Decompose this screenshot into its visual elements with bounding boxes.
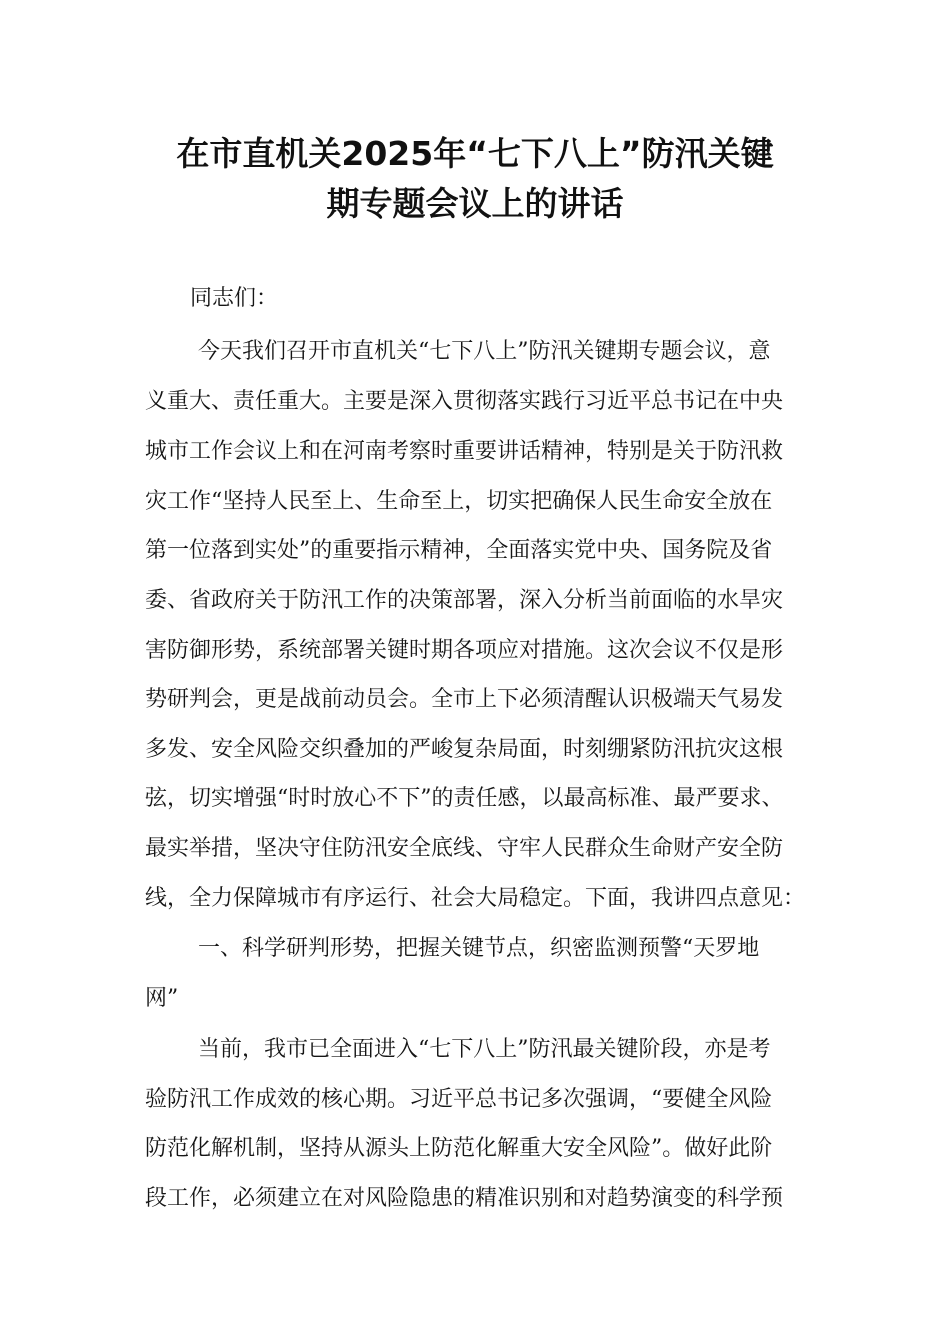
body-line: 线，全力保障城市有序运行、社会大局稳定。下面，我讲四点意见： [145, 886, 806, 911]
salutation: 同志们： [190, 286, 279, 311]
body-line: 多发、安全风险交织叠加的严峻复杂局面，时刻绷紧防汛抗灾这根 [145, 737, 784, 762]
body-line: 势研判会，更是战前动员会。全市上下必须清醒认识极端天气易发 [145, 687, 784, 712]
document-title-line-1: 在市直机关2025年“七下八上”防汛关键 [176, 134, 774, 173]
body-line: 第一位落到实处”的重要指示精神，全面落实党中央、国务院及省 [145, 538, 773, 563]
body-line: 段工作，必须建立在对风险隐患的精准识别和对趋势演变的科学预 [145, 1186, 784, 1211]
body-line: 义重大、责任重大。主要是深入贯彻落实践行习近平总书记在中央 [145, 389, 784, 414]
body-line: 害防御形势，系统部署关键时期各项应对措施。这次会议不仅是形 [145, 638, 784, 663]
body-line: 今天我们召开市直机关“七下八上”防汛关键期专题会议，意 [198, 339, 771, 364]
body-line: 防范化解机制，坚持从源头上防范化解重大安全风险”。做好此阶 [145, 1136, 773, 1161]
body-line: 最实举措，坚决守住防汛安全底线、守牢人民群众生命财产安全防 [145, 836, 784, 861]
body-line: 弦，切实增强“时时放心不下”的责任感，以最高标准、最严要求、 [145, 786, 784, 811]
section-heading-line: 一、科学研判形势，把握关键节点，织密监测预警“天罗地 [198, 936, 760, 961]
section-heading-line: 网” [145, 986, 179, 1011]
body-line: 灾工作“坚持人民至上、生命至上，切实把确保人民生命安全放在 [145, 489, 773, 514]
body-line: 验防汛工作成效的核心期。习近平总书记多次强调，“要健全风险 [145, 1087, 773, 1112]
body-line: 城市工作会议上和在河南考察时重要讲话精神，特别是关于防汛救 [145, 439, 784, 464]
document-title-line-2: 期专题会议上的讲话 [326, 184, 624, 223]
body-line: 当前，我市已全面进入“七下八上”防汛最关键阶段，亦是考 [198, 1037, 771, 1062]
body-line: 委、省政府关于防汛工作的决策部署，深入分析当前面临的水旱灾 [145, 588, 784, 613]
